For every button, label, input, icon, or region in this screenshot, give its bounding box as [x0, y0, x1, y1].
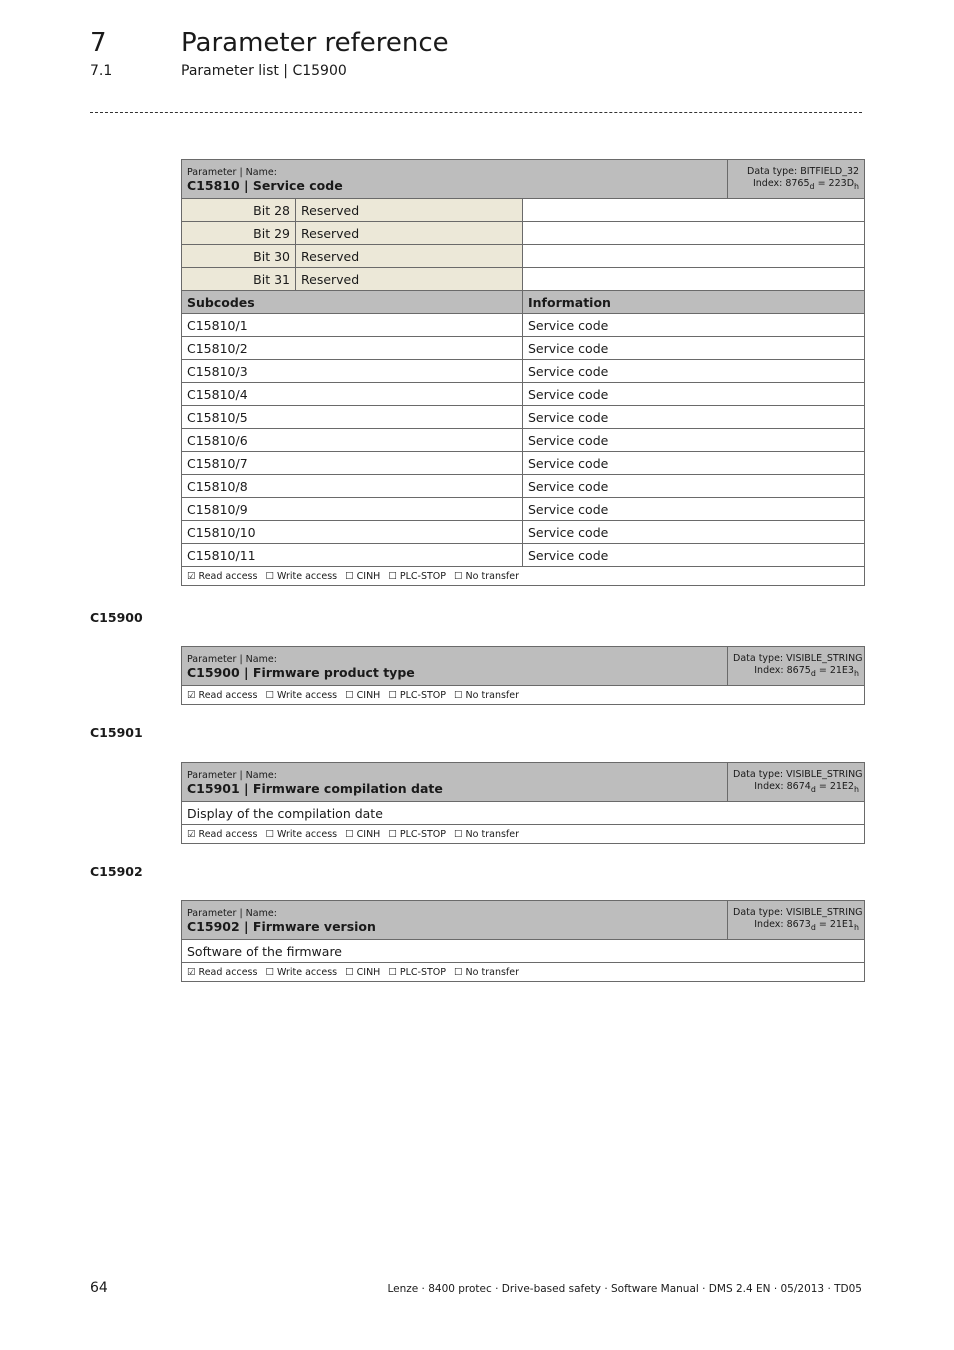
data-type: Data type: VISIBLE_STRING [733, 768, 863, 780]
subcode-info: Service code [523, 314, 865, 337]
param-name-cell [182, 901, 728, 940]
subcode-info: Service code [523, 360, 865, 383]
bit-value: Reserved [296, 199, 523, 222]
c15902-heading: C15902 [90, 864, 143, 879]
bit-number: Bit 31 [182, 268, 296, 291]
param-name-cell [182, 647, 728, 686]
bit-value: Reserved [296, 245, 523, 268]
description: Software of the firmware [182, 940, 865, 963]
c15900-header-row [182, 647, 865, 686]
param-name: C15901 | Firmware compilation date [187, 781, 443, 796]
index: Index: $8673_d = 21E1_h$ [754, 918, 859, 932]
access-flags: ☑ Read access ☐ Write access ☐ CINH ☐ PLC-STOP ☐ No transfer [182, 825, 865, 844]
param-meta-cell [728, 901, 865, 940]
data-type: Data type: BITFIELD_32 [747, 165, 860, 177]
param-meta-cell [728, 160, 865, 199]
access-flags: ☑ Read access ☐ Write access ☐ CINH ☐ PLC-STOP ☐ No transfer [182, 963, 865, 982]
subcode-info: Service code [523, 452, 865, 475]
subcode-row [182, 475, 865, 498]
subcode-info: Service code [523, 475, 865, 498]
subcode: C15810/6 [182, 429, 523, 452]
description-row [182, 940, 865, 963]
subcode: C15810/8 [182, 475, 523, 498]
param-meta-cell [728, 647, 865, 686]
c15901-heading: C15901 [90, 725, 143, 740]
subcode: C15810/4 [182, 383, 523, 406]
param-name: C15900 | Firmware product type [187, 665, 415, 680]
subcode: C15810/5 [182, 406, 523, 429]
subcode-row [182, 498, 865, 521]
dashed-rule [90, 112, 862, 113]
chapter-title: Parameter reference [181, 28, 449, 58]
param-name-cell [182, 763, 728, 802]
bit-row [182, 268, 865, 291]
subcode-row [182, 337, 865, 360]
c15902-table [181, 900, 865, 982]
bit-note [523, 222, 865, 245]
subcode: C15810/11 [182, 544, 523, 567]
bit-row [182, 199, 865, 222]
access-flags-row [182, 567, 865, 586]
description-row [182, 802, 865, 825]
subcode-info: Service code [523, 544, 865, 567]
subcode-row [182, 383, 865, 406]
param-name-cell [182, 160, 728, 199]
subcode-row [182, 521, 865, 544]
section-number: 7.1 [90, 63, 113, 79]
bit-note [523, 245, 865, 268]
subcode-info: Service code [523, 337, 865, 360]
subcode-row [182, 314, 865, 337]
bit-note [523, 199, 865, 222]
c15810-header-row [182, 160, 865, 199]
bit-row [182, 222, 865, 245]
index: Index: $8674_d = 21E2_h$ [754, 780, 859, 794]
param-label: Parameter | Name: [187, 908, 277, 919]
access-flags-row [182, 825, 865, 844]
footer-text: Lenze · 8400 protec · Drive-based safety · Software Manual · DMS 2.4 EN · 05/2013 · TD05 [387, 1283, 862, 1295]
section-title: Parameter list | C15900 [181, 63, 347, 79]
subcode-info: Service code [523, 498, 865, 521]
bit-row [182, 245, 865, 268]
subcode-info: Service code [523, 406, 865, 429]
param-label: Parameter | Name: [187, 770, 277, 781]
data-type: Data type: VISIBLE_STRING [733, 652, 863, 664]
subcodes-header-row [182, 291, 865, 314]
chapter-number: 7 [90, 28, 107, 58]
subcode-row [182, 544, 865, 567]
subcode: C15810/10 [182, 521, 523, 544]
index: Index: $8765_d = 223D_h$ [752, 177, 860, 191]
bit-value: Reserved [296, 268, 523, 291]
c15810-table [181, 159, 865, 586]
page-number: 64 [90, 1280, 108, 1296]
bit-note [523, 268, 865, 291]
subcode-info: Service code [523, 429, 865, 452]
access-flags: ☑ Read access ☐ Write access ☐ CINH ☐ PLC-STOP ☐ No transfer [182, 686, 865, 705]
subcode: C15810/2 [182, 337, 523, 360]
c15902-header-row [182, 901, 865, 940]
access-flags: ☑ Read access ☐ Write access ☐ CINH ☐ PLC-STOP ☐ No transfer [182, 567, 865, 586]
subcode-row [182, 406, 865, 429]
c15900-table [181, 646, 865, 705]
subcodes-header: Subcodes [182, 291, 523, 314]
description: Display of the compilation date [182, 802, 865, 825]
data-type: Data type: VISIBLE_STRING [733, 906, 863, 918]
c15900-heading: C15900 [90, 610, 143, 625]
information-header: Information [523, 291, 865, 314]
param-name: C15902 | Firmware version [187, 919, 376, 934]
subcode-row [182, 360, 865, 383]
subcode-info: Service code [523, 383, 865, 406]
subcode-row [182, 429, 865, 452]
bit-number: Bit 29 [182, 222, 296, 245]
access-flags-row [182, 963, 865, 982]
param-name: C15810 | Service code [187, 178, 343, 193]
c15901-table [181, 762, 865, 844]
bit-value: Reserved [296, 222, 523, 245]
access-flags-row [182, 686, 865, 705]
subcode-row [182, 452, 865, 475]
subcode: C15810/9 [182, 498, 523, 521]
subcode: C15810/3 [182, 360, 523, 383]
subcode-info: Service code [523, 521, 865, 544]
subcode: C15810/7 [182, 452, 523, 475]
param-label: Parameter | Name: [187, 167, 277, 178]
bit-number: Bit 30 [182, 245, 296, 268]
param-label: Parameter | Name: [187, 654, 277, 665]
subcode: C15810/1 [182, 314, 523, 337]
bit-number: Bit 28 [182, 199, 296, 222]
c15901-header-row [182, 763, 865, 802]
param-meta-cell [728, 763, 865, 802]
index: Index: $8675_d = 21E3_h$ [754, 664, 859, 678]
